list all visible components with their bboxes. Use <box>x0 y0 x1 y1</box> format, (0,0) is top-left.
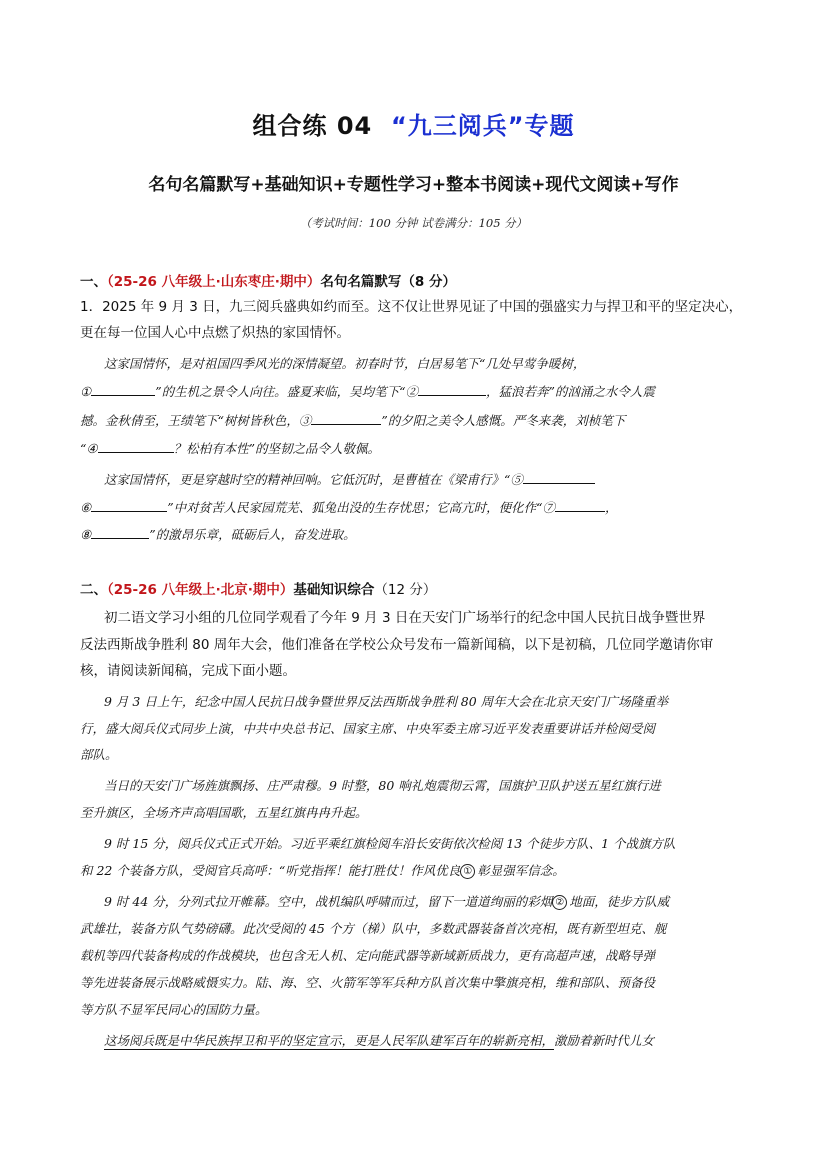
section2-intro-line2: 反法西斯战争胜利 80 周年大会，他们准备在学校公众号发布一篇新闻稿，以下是初稿，几位同学邀请你审 <box>80 637 714 653</box>
blank-label-8: ⑧ <box>80 527 92 542</box>
section2-intro-line1: 初二语文学习小组的几位同学观看了今年 9 月 3 日在天安门广场举行的纪念中国人民抗日战争暨世界 <box>104 610 706 626</box>
blank-3[interactable] <box>311 412 381 425</box>
news4-line5: 等方队不显军民同心的国防力量。 <box>80 1002 268 1017</box>
news3-text-2a: 和 22 个装备方队，受阅官兵高呼：“听党指挥！能打胜仗！作风优良 <box>80 863 461 878</box>
section1-question-line2: 更在每一位国人心中点燃了炽热的家国情怀。 <box>80 325 350 341</box>
passage2-text-3b: ”的激昂乐章，砥砺后人，奋发进取。 <box>149 527 356 542</box>
blank-2[interactable] <box>418 383 486 396</box>
news5-line1 <box>104 1028 654 1055</box>
news2-line2: 至升旗区，全场齐声高唱国歌，五星红旗冉冉升起。 <box>80 805 368 820</box>
passage1-line3 <box>80 408 625 435</box>
title-prefix: 组合练 04 <box>252 112 373 140</box>
news1-line1: 9 月 3 日上午，纪念中国人民抗日战争暨世界反法西斯战争胜利 80 周年大会在北京天安门广场隆重举 <box>104 694 669 709</box>
news3-text-2b: 彰显强军信念。 <box>477 863 565 878</box>
section2-points: （12 分） <box>374 582 437 598</box>
passage2-text-1: 这家国情怀，更是穿越时空的精神回响。它低沉时，是曹植在《梁甫行》“⑤ <box>104 472 523 487</box>
blank-label-1: ① <box>80 384 92 399</box>
news4-line3: 载机等四代装备构成的作战模块，也包含无人机、定向能武器等新域新质战力，更有高超声速，战略导弹 <box>80 948 656 963</box>
passage2-line2 <box>80 495 618 522</box>
passage1-text-4b: ？松柏有本性”的坚韧之品令人敬佩。 <box>173 441 381 456</box>
passage1-text-3b: ”的夕阳之美令人感慨。严冬来袭，刘桢笔下 <box>381 413 626 428</box>
blank-8[interactable] <box>91 526 149 539</box>
mark-2: ② <box>552 895 567 910</box>
news1-line2: 行，盛大阅兵仪式同步上演，中共中央总书记、国家主席、中央军委主席习近平发表重要讲话并检阅受阅 <box>80 721 656 736</box>
blank-4[interactable] <box>98 440 174 453</box>
document-title <box>0 106 827 141</box>
passage1-line4 <box>80 436 380 463</box>
blank-label-6: ⑥ <box>80 500 92 515</box>
section2-source: （25-26 八年级上·北京·期中） <box>107 582 294 598</box>
exam-info: （考试时间：100 分钟 试卷满分：105 分） <box>299 216 528 230</box>
passage2-line3 <box>80 522 356 549</box>
passage1-text-2c: ，猛浪若奔”的汹涌之水令人震 <box>486 384 655 399</box>
section1-name: 名句名篇默写（8 分） <box>320 274 456 290</box>
section2-heading <box>80 578 760 598</box>
mark-1: ① <box>460 864 475 879</box>
passage1-text-3a: 撼。金秋倩至，王绩笔下“树树皆秋色，③ <box>80 413 312 428</box>
blank-5[interactable] <box>523 471 595 484</box>
blank-1[interactable] <box>91 383 155 396</box>
news4-line4: 等先进装备展示战略威慑实力。陆、海、空、火箭军等军兵种方队首次集中擎旗亮相，维和部队、预备役 <box>80 975 656 990</box>
news3-line1: 9 时 15 分，阅兵仪式正式开始。习近平乘红旗检阅车沿长安街依次检阅 13 个徒步方队、1 个战旗方队 <box>104 836 676 851</box>
passage1-text-4a: “④ <box>80 441 98 456</box>
blank-6[interactable] <box>91 499 167 512</box>
news3-line2 <box>80 858 565 885</box>
passage1-line1: 这家国情怀，是对祖国四季风光的深情凝望。初春时节，白居易笔下“几处早莺争暖树， <box>104 356 586 371</box>
news5-underlined-sentence: 这场阅兵既是中华民族捍卫和平的坚定宣示，更是人民军队建军百年的崭新亮相， <box>104 1033 555 1048</box>
passage1-text-2b: ”的生机之景令人向往。盛夏来临，吴均笔下“② <box>155 384 419 399</box>
document-subtitle: 名句名篇默写+基础知识+专题性学习+整本书阅读+现代文阅读+写作 <box>148 175 679 195</box>
section2-intro-line3: 核，请阅读新闻稿，完成下面小题。 <box>80 663 296 679</box>
passage2-line1 <box>104 467 595 494</box>
passage1-line2 <box>80 379 655 406</box>
passage2-text-2c: ， <box>605 500 618 515</box>
news4-line2: 武雄壮，装备方队气势磅礴。此次受阅的 45 个方（梯）队中，多数武器装备首次亮相，既有新型坦克、舰 <box>80 921 667 936</box>
news5-text-1b: 激励着新时代儿女 <box>554 1033 655 1048</box>
title-highlight: “九三阅兵”专题 <box>390 112 575 140</box>
news2-line1: 当日的天安门广场旌旗飘扬、庄严肃穆。9 时整，80 响礼炮震彻云霄，国旗护卫队护送五星红旗行进 <box>104 778 661 793</box>
news1-line3: 部队。 <box>80 747 118 762</box>
news4-text-1a: 9 时 44 分，分列式拉开帷幕。空中，战机编队呼啸而过，留下一道道绚丽的彩烟 <box>104 894 553 909</box>
section1-question-line1: 1．2025 年 9 月 3 日，九三阅兵盛典如约而至。这不仅让世界见证了中国的强盛实力与捍卫和平的坚定决心， <box>80 299 743 315</box>
news4-text-1b: 地面，徒步方队威 <box>569 894 670 909</box>
section1-number: 一、 <box>80 274 107 290</box>
passage2-text-2b: ”中对贫苦人民家园荒芜、狐兔出没的生存忧思；它高亢时，便化作“⑦ <box>167 500 556 515</box>
section1-source: （25-26 八年级上·山东枣庄·期中） <box>107 274 321 290</box>
section2-name: 基础知识综合 <box>293 582 375 598</box>
news4-line1 <box>104 889 669 916</box>
section2-number: 二、 <box>80 582 107 598</box>
section1-heading <box>80 270 760 290</box>
blank-7[interactable] <box>555 499 605 512</box>
